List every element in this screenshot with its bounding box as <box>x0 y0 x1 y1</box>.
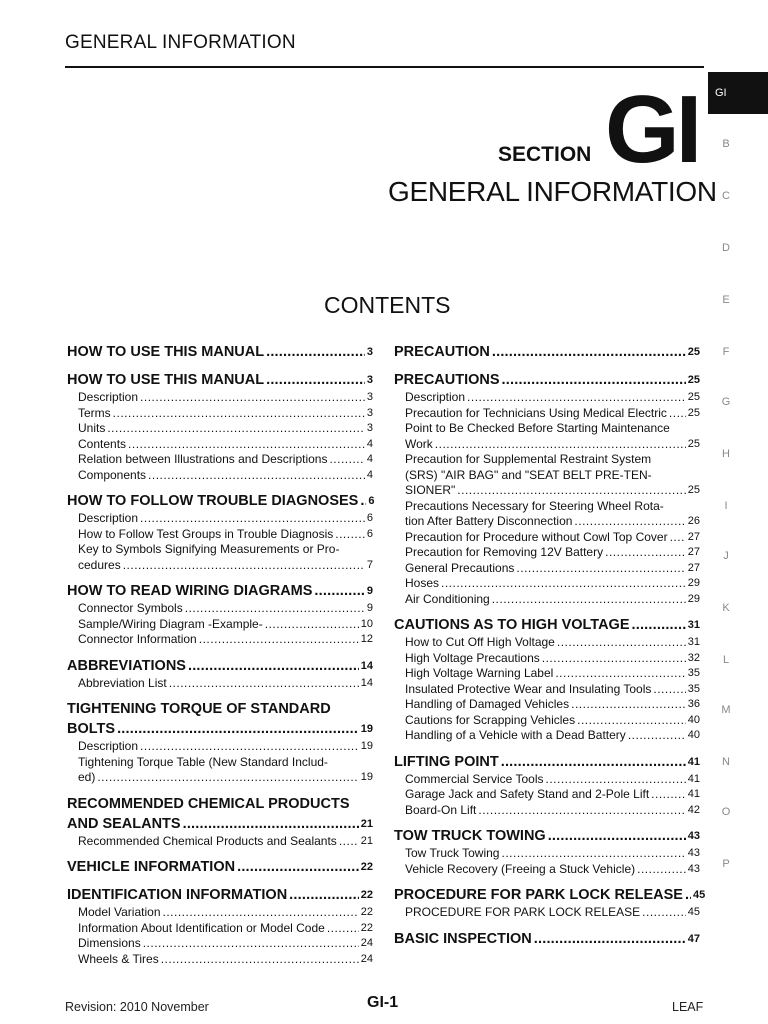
toc-entry-label: PRECAUTION <box>394 344 490 360</box>
toc-group <box>394 342 700 362</box>
side-tab-p[interactable]: P <box>722 858 730 870</box>
leader-dots <box>169 676 359 692</box>
toc-entry-label: Components <box>78 467 147 482</box>
toc-right-column <box>394 342 706 949</box>
toc-subentry[interactable] <box>394 545 700 561</box>
toc-subentry[interactable] <box>67 601 373 617</box>
side-tab-e[interactable]: E <box>722 294 730 306</box>
leader-dots <box>113 406 365 422</box>
toc-heading-row[interactable] <box>67 885 373 905</box>
toc-subentry-row[interactable] <box>405 514 700 530</box>
toc-entry-page: 22 <box>360 921 373 934</box>
toc-entry-page: 29 <box>687 592 700 605</box>
toc-entry-page: 3 <box>366 374 373 386</box>
leader-dots <box>128 437 365 453</box>
toc-subentry[interactable] <box>394 846 700 862</box>
toc-subentry[interactable] <box>394 561 700 577</box>
toc-subentry[interactable] <box>394 682 700 698</box>
toc-entry-page: 40 <box>687 713 700 726</box>
toc-entry-page: 22 <box>360 889 373 901</box>
toc-subentry[interactable] <box>394 666 700 682</box>
leader-dots <box>117 719 359 739</box>
toc-entry-page: 7 <box>366 558 373 571</box>
toc-subentry[interactable] <box>394 592 700 608</box>
header-title: GENERAL INFORMATION <box>65 32 296 53</box>
toc-entry-page: 14 <box>360 659 373 672</box>
toc-group <box>67 491 373 573</box>
side-tab-k[interactable]: K <box>722 602 730 614</box>
toc-entry-page: 25 <box>687 406 700 419</box>
toc-subentry[interactable] <box>67 952 373 968</box>
side-tab-g[interactable]: G <box>721 396 731 408</box>
toc-entry-page: 41 <box>687 772 700 785</box>
toc-entry-label: Insulated Protective Wear and Insulating Tools <box>405 681 652 696</box>
toc-entry-page: 35 <box>687 682 700 695</box>
toc-subentry[interactable] <box>67 739 373 755</box>
toc-subentry[interactable] <box>394 772 700 788</box>
toc-entry-page: 41 <box>687 755 700 768</box>
toc-entry-label: Board-On Lift <box>405 802 477 817</box>
toc-subentry[interactable] <box>67 452 373 468</box>
leader-dots <box>542 651 686 667</box>
toc-heading-row[interactable] <box>67 814 373 834</box>
leader-dots <box>605 545 686 561</box>
toc-group <box>67 885 373 967</box>
toc-subentry[interactable] <box>394 905 700 921</box>
toc-subentry[interactable] <box>67 511 373 527</box>
toc-entry-label: Recommended Chemical Products and Sealants <box>78 833 337 848</box>
leader-dots <box>335 527 365 543</box>
leader-dots <box>478 803 685 819</box>
toc-subentry[interactable] <box>394 421 700 452</box>
toc-entry-page: 25 <box>687 391 700 403</box>
toc-entry-label: Connector Symbols <box>78 601 183 615</box>
leader-dots <box>653 682 685 698</box>
toc-entry-page: 9 <box>366 602 373 614</box>
toc-entry-label: Description <box>405 390 466 404</box>
toc-entry-label: Handling of a Vehicle with a Dead Battery <box>405 728 626 742</box>
section-code: GI <box>605 76 699 183</box>
toc-heading-row[interactable] <box>394 752 700 772</box>
toc-entry-label: Sample/Wiring Diagram -Example- <box>78 616 263 631</box>
toc-entry-page: 22 <box>360 861 373 873</box>
toc-entry-label: Wheels & Tires <box>78 951 159 966</box>
toc-group <box>394 885 706 921</box>
toc-entry-label: Precaution for Technicians Using Medical Electric <box>405 405 667 420</box>
toc-entry-page: 19 <box>360 740 373 752</box>
toc-entry-label: Description <box>78 390 139 404</box>
toc-entry-label: Terms <box>78 405 111 420</box>
toc-entry-page: 25 <box>687 374 700 386</box>
toc-entry-page: 21 <box>360 834 373 847</box>
toc-entry-label: LIFTING POINT <box>394 753 499 770</box>
toc-subentry[interactable] <box>67 676 373 692</box>
toc-heading-row[interactable] <box>394 826 700 846</box>
toc-entry-page: 47 <box>687 932 700 945</box>
toc-entry-page: 21 <box>360 817 373 830</box>
toc-entry-label: How to Cut Off High Voltage <box>405 635 555 649</box>
toc-entry-label: HOW TO FOLLOW TROUBLE DIAGNOSES <box>67 493 359 509</box>
leader-dots <box>148 468 365 484</box>
toc-subentry[interactable] <box>67 437 373 453</box>
toc-heading-line: TIGHTENING TORQUE OF STANDARD <box>67 701 331 717</box>
leader-dots <box>140 511 365 527</box>
side-tab-c[interactable]: C <box>722 190 730 202</box>
toc-subentry-line: Key to Symbols Signifying Measurements or Pro- <box>78 542 340 556</box>
toc-subentry[interactable] <box>394 697 700 713</box>
toc-entry-label: Connector Information <box>78 632 197 646</box>
toc-entry-label: ABBREVIATIONS <box>67 657 186 674</box>
toc-entry-page: 45 <box>692 889 706 901</box>
toc-entry-label: High Voltage Precautions <box>405 650 540 665</box>
toc-entry-page: 27 <box>687 561 700 574</box>
toc-heading-entry[interactable] <box>67 699 373 739</box>
toc-entry-label: CAUTIONS AS TO HIGH VOLTAGE <box>394 617 630 633</box>
section-index-tabs <box>708 72 768 904</box>
toc-entry-label: HOW TO READ WIRING DIAGRAMS <box>67 583 313 599</box>
toc-subentry[interactable] <box>67 921 373 937</box>
leader-dots <box>161 952 359 968</box>
toc-group <box>67 342 373 362</box>
toc-entry-label: Hoses <box>405 576 440 590</box>
leader-dots <box>265 617 359 633</box>
leader-dots <box>632 615 686 635</box>
toc-entry-page: 25 <box>687 346 700 358</box>
toc-entry-page: 25 <box>687 437 700 450</box>
toc-group <box>394 826 700 877</box>
toc-entry-label: Contents <box>78 436 127 451</box>
toc-subentry-line: Point to Be Checked Before Starting Maintenance <box>405 421 670 435</box>
toc-subentry-row[interactable] <box>78 770 373 786</box>
toc-subentry[interactable] <box>394 713 700 729</box>
toc-subentry[interactable] <box>394 651 700 667</box>
toc-subentry[interactable] <box>394 803 700 819</box>
toc-group <box>394 370 700 607</box>
toc-subentry[interactable] <box>67 527 373 543</box>
toc-entry-page: 19 <box>360 723 373 735</box>
leader-dots <box>314 581 364 601</box>
toc-entry-page: 19 <box>360 771 373 783</box>
toc-entry-label: Units <box>78 421 106 435</box>
side-tab-gi[interactable]: GI <box>708 72 768 114</box>
toc-subentry-row[interactable] <box>405 437 700 453</box>
toc-subentry[interactable] <box>67 617 373 633</box>
toc-subentry-line: Tightening Torque Table (New Standard Includ- <box>78 754 328 769</box>
toc-entry-page: 22 <box>360 906 373 918</box>
toc-entry-page: 41 <box>687 788 700 800</box>
leader-dots <box>467 390 686 406</box>
toc-entry-label: Vehicle Recovery (Freeing a Stuck Vehicle) <box>405 861 636 876</box>
leader-dots <box>548 826 686 846</box>
toc-entry-page: 42 <box>687 803 700 816</box>
toc-entry-page: 4 <box>366 437 373 450</box>
toc-subentry[interactable] <box>394 576 700 592</box>
leader-dots <box>637 862 686 878</box>
toc-entry-page: 43 <box>687 847 700 859</box>
toc-entry-page: 9 <box>366 585 373 597</box>
leader-dots <box>492 342 686 362</box>
side-tab-i[interactable]: I <box>724 500 728 512</box>
toc-subentry[interactable] <box>67 406 373 422</box>
toc-entry-label: Description <box>78 739 139 753</box>
toc-heading-row[interactable] <box>67 581 373 601</box>
leader-dots <box>329 452 364 468</box>
leader-dots <box>492 592 686 608</box>
side-tab-h[interactable]: H <box>722 448 730 460</box>
toc-subentry[interactable] <box>67 421 373 437</box>
toc-subentry[interactable] <box>67 936 373 952</box>
leader-dots <box>651 787 686 803</box>
toc-entry-page: 27 <box>687 530 700 543</box>
toc-heading-entry[interactable] <box>67 794 373 834</box>
toc-entry-page: 32 <box>687 651 700 664</box>
toc-entry-page: 40 <box>687 729 700 741</box>
leader-dots <box>188 656 359 676</box>
toc-entry-page: 10 <box>360 617 373 630</box>
leader-dots <box>441 576 686 592</box>
leader-dots <box>183 814 359 834</box>
toc-entry-label: Work <box>405 436 433 451</box>
toc-entry-label: Cautions for Scrapping Vehicles <box>405 712 576 727</box>
footer-revision: Revision: 2010 November <box>65 1000 209 1014</box>
toc-entry-label: HOW TO USE THIS MANUAL <box>67 344 265 360</box>
side-tab-j[interactable]: J <box>723 550 729 562</box>
toc-entry-page: 4 <box>366 468 373 481</box>
toc-entry-label: Air Conditioning <box>405 591 490 606</box>
toc-subentry-line: Precaution for Supplemental Restraint System <box>405 452 652 466</box>
toc-group <box>67 370 373 483</box>
side-tab-o[interactable]: O <box>721 806 731 818</box>
toc-heading-row[interactable] <box>67 491 373 511</box>
leader-dots <box>669 406 686 422</box>
toc-subentry[interactable] <box>67 468 373 484</box>
toc-entry-page: 27 <box>687 546 700 558</box>
toc-subentry[interactable] <box>67 905 373 921</box>
toc-entry-page: 31 <box>687 636 700 648</box>
toc-entry-label: HOW TO USE THIS MANUAL <box>67 372 265 388</box>
toc-entry-label: VEHICLE INFORMATION <box>67 859 236 875</box>
toc-subentry-row[interactable] <box>405 483 700 499</box>
leader-dots <box>435 437 686 453</box>
leader-dots <box>185 601 365 617</box>
leader-dots <box>555 666 685 682</box>
toc-entry-label: Precaution for Procedure without Cowl Top Cover <box>405 529 668 544</box>
side-tab-d[interactable]: D <box>722 242 730 254</box>
leader-dots <box>501 846 685 862</box>
toc-entry-label: Garage Jack and Safety Stand and 2-Pole Lift <box>405 787 650 801</box>
toc-subentry[interactable] <box>394 406 700 422</box>
toc-heading-row[interactable] <box>394 885 706 905</box>
toc-entry-page: 3 <box>366 391 373 403</box>
toc-heading-row[interactable] <box>67 857 373 877</box>
toc-subentry[interactable] <box>67 834 373 850</box>
toc-entry-label: Tow Truck Towing <box>405 846 500 860</box>
leader-dots <box>199 632 359 648</box>
toc-heading-row[interactable] <box>67 370 373 390</box>
toc-entry-label: PRECAUTIONS <box>394 372 500 388</box>
toc-subentry[interactable] <box>67 390 373 406</box>
leader-dots <box>502 370 686 390</box>
toc-entry-page: 3 <box>366 346 373 358</box>
side-tab-m[interactable]: M <box>721 704 731 716</box>
toc-entry-label: How to Follow Test Groups in Trouble Diagnosis <box>78 526 334 541</box>
toc-group <box>394 929 700 949</box>
toc-entry-page: 3 <box>366 422 373 434</box>
toc-heading-row[interactable] <box>394 929 700 949</box>
toc-entry-label: Description <box>78 511 139 525</box>
toc-entry-page: 43 <box>687 830 700 842</box>
leader-dots <box>266 342 365 362</box>
toc-heading-row[interactable] <box>67 342 373 362</box>
toc-heading-row[interactable] <box>67 656 373 676</box>
header-rule <box>65 66 704 68</box>
leader-dots <box>628 728 686 744</box>
toc-entry-page: 29 <box>687 577 700 589</box>
toc-subentry[interactable] <box>394 635 700 651</box>
leader-dots <box>339 834 359 850</box>
toc-subentry[interactable] <box>67 755 373 786</box>
toc-entry-page: 45 <box>687 906 700 918</box>
toc-entry-page: 31 <box>687 619 700 631</box>
toc-subentry[interactable] <box>67 542 373 573</box>
toc-subentry-line: Precautions Necessary for Steering Wheel Rota- <box>405 498 664 513</box>
toc-entry-page: 24 <box>360 937 373 949</box>
toc-entry-label: PROCEDURE FOR PARK LOCK RELEASE <box>405 905 641 919</box>
contents-heading: CONTENTS <box>324 292 451 318</box>
toc-subentry-row[interactable] <box>78 558 373 574</box>
toc-entry-page: 4 <box>366 453 373 465</box>
leader-dots <box>289 885 359 905</box>
toc-group <box>67 699 373 786</box>
toc-entry-label: tion After Battery Disconnection <box>405 514 573 528</box>
toc-entry-page: 25 <box>687 484 700 496</box>
toc-heading-row[interactable] <box>394 370 700 390</box>
toc-entry-page: 43 <box>687 862 700 875</box>
toc-subentry[interactable] <box>394 728 700 744</box>
leader-dots <box>516 561 685 577</box>
side-tab-n[interactable]: N <box>722 756 730 768</box>
toc-entry-label: Information About Identification or Model Code <box>78 920 325 935</box>
toc-entry-page: 36 <box>687 698 700 710</box>
leader-dots <box>557 635 686 651</box>
toc-entry-label: High Voltage Warning Label <box>405 666 554 680</box>
toc-group <box>394 752 700 819</box>
toc-entry-label: ed) <box>78 770 96 784</box>
toc-subentry[interactable] <box>394 787 700 803</box>
toc-entry-label: Commercial Service Tools <box>405 771 544 786</box>
leader-dots <box>237 857 359 877</box>
toc-entry-label: SIONER" <box>405 483 456 497</box>
toc-heading-row[interactable] <box>67 719 373 739</box>
leader-dots <box>642 905 686 921</box>
toc-entry-page: 6 <box>366 527 373 540</box>
leader-dots <box>327 921 359 937</box>
toc-heading-row[interactable] <box>394 615 700 635</box>
leader-dots <box>501 752 686 772</box>
toc-subentry[interactable] <box>394 452 700 499</box>
toc-entry-page: 3 <box>366 406 373 419</box>
footer-model: LEAF <box>672 1000 704 1014</box>
toc-entry-label: Abbreviation List <box>78 675 167 690</box>
toc-entry-label: Model Variation <box>78 905 161 919</box>
leader-dots <box>546 772 686 788</box>
toc-subentry[interactable] <box>394 499 700 530</box>
toc-entry-label: Relation between Illustrations and Descriptions <box>78 452 328 466</box>
toc-entry-label: BASIC INSPECTION <box>394 930 532 947</box>
toc-entry-label: Handling of Damaged Vehicles <box>405 697 570 711</box>
toc-entry-page: 26 <box>687 515 700 527</box>
toc-entry-label: Dimensions <box>78 936 141 950</box>
leader-dots <box>143 936 359 952</box>
toc-subentry[interactable] <box>67 632 373 648</box>
section-label: SECTION <box>498 143 592 166</box>
leader-dots <box>571 697 686 713</box>
leader-dots <box>140 739 359 755</box>
leader-dots <box>457 483 685 499</box>
leader-dots <box>574 514 685 530</box>
toc-group <box>394 615 700 744</box>
toc-entry-page: 12 <box>360 633 373 645</box>
leader-dots <box>685 885 691 905</box>
toc-group <box>67 794 373 850</box>
toc-entry-label: cedures <box>78 557 121 572</box>
leader-dots <box>534 929 686 949</box>
toc-heading-row[interactable] <box>394 342 700 362</box>
toc-subentry[interactable] <box>394 862 700 878</box>
toc-group <box>67 857 373 877</box>
toc-entry-label: AND SEALANTS <box>67 815 181 832</box>
toc-entry-label: PROCEDURE FOR PARK LOCK RELEASE <box>394 887 683 903</box>
section-title: GENERAL INFORMATION <box>388 176 717 207</box>
side-tab-l[interactable]: L <box>722 654 730 666</box>
toc-entry-page: 24 <box>360 952 373 965</box>
toc-subentry[interactable] <box>394 390 700 406</box>
leader-dots <box>140 390 365 406</box>
toc-group <box>67 656 373 692</box>
leader-dots <box>97 770 358 786</box>
toc-entry-label: Precaution for Removing 12V Battery <box>405 545 604 559</box>
toc-entry-label: BOLTS <box>67 721 116 737</box>
toc-heading-line: RECOMMENDED CHEMICAL PRODUCTS <box>67 795 350 812</box>
footer-page-number: GI-1 <box>367 994 399 1011</box>
toc-subentry-line: (SRS) "AIR BAG" and "SEAT BELT PRE-TEN- <box>405 467 652 482</box>
leader-dots <box>123 558 365 574</box>
leader-dots <box>163 905 359 921</box>
toc-entry-label: General Precautions <box>405 560 515 575</box>
toc-group <box>67 581 373 648</box>
toc-left-column <box>67 342 373 967</box>
toc-entry-label: IDENTIFICATION INFORMATION <box>67 887 288 903</box>
leader-dots <box>360 491 366 511</box>
toc-entry-page: 6 <box>368 495 375 507</box>
toc-entry-page: 6 <box>366 512 373 524</box>
toc-entry-page: 35 <box>687 667 700 679</box>
toc-entry-page: 14 <box>360 676 373 689</box>
leader-dots <box>577 713 686 729</box>
leader-dots <box>266 370 365 390</box>
toc-subentry[interactable] <box>394 530 700 546</box>
side-tab-f[interactable]: F <box>722 346 730 358</box>
leader-dots <box>670 530 686 546</box>
toc-entry-label: TOW TRUCK TOWING <box>394 828 546 844</box>
side-tab-b[interactable]: B <box>722 138 730 150</box>
leader-dots <box>107 421 365 437</box>
